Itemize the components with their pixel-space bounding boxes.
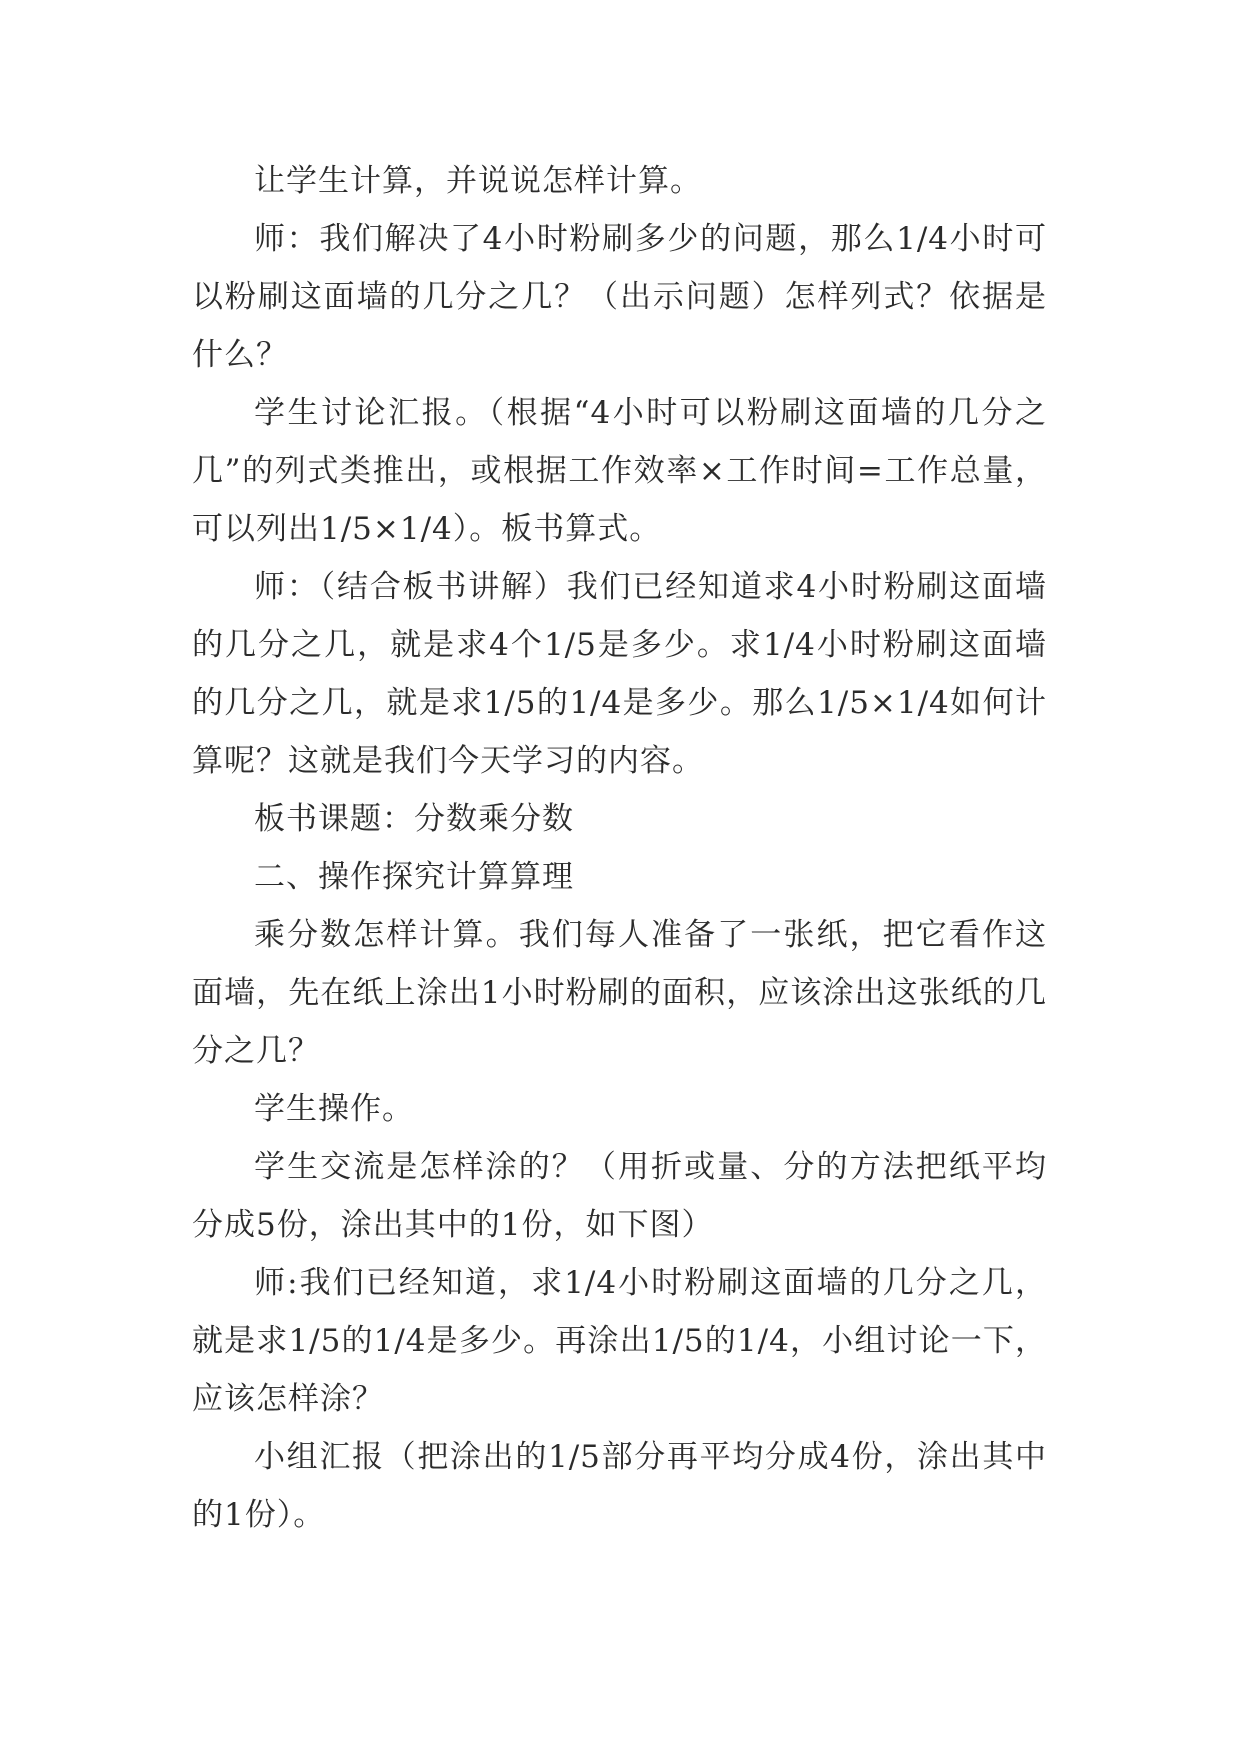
paragraph-paper-activity: 乘分数怎样计算。我们每人准备了一张纸，把它看作这面墙，先在纸上涂出1小时粉刷的面积，应该涂出这张纸的几分之几？ xyxy=(192,917,1047,1069)
paragraph-teacher-group-task: 师:我们已经知道，求1/4小时粉刷这面墙的几分之几，就是求1/5的1/4是多少。再涂出1/5的1/4，小组讨论一下，应该怎样涂？ xyxy=(192,1265,1047,1417)
paragraph-teacher-question: 师：我们解决了4小时粉刷多少的问题，那么1/4小时可以粉刷这面墙的几分之几？（出示问题）怎样列式？依据是什么？ xyxy=(192,221,1047,373)
section-heading: 二、操作探究计算算理 xyxy=(254,859,574,895)
paragraph-group-report: 小组汇报（把涂出的1/5部分再平均分成4份，涂出其中的1份）。 xyxy=(192,1439,1047,1533)
paragraph-student-operation: 学生操作。 xyxy=(254,1091,414,1127)
paragraph-student-discussion: 学生讨论汇报。（根据“4小时可以粉刷这面墙的几分之几”的列式类推出，或根据工作效率×工作时间=工作总量，可以列出1/5×1/4）。板书算式。 xyxy=(192,395,1047,547)
paragraph-student-exchange: 学生交流是怎样涂的？（用折或量、分的方法把纸平均分成5份，涂出其中的1份，如下图） xyxy=(192,1149,1047,1243)
document-body xyxy=(192,152,1047,1544)
paragraph-student-calculate: 让学生计算，并说说怎样计算。 xyxy=(254,163,702,199)
paragraph-lesson-title: 板书课题：分数乘分数 xyxy=(254,801,574,837)
paragraph-teacher-explanation: 师：（结合板书讲解）我们已经知道求4小时粉刷这面墙的几分之几，就是求4个1/5是多少。求1/4小时粉刷这面墙的几分之几，就是求1/5的1/4是多少。那么1/5×1/4如何计算呢？这就是我们今天学习的内容。 xyxy=(192,569,1047,779)
